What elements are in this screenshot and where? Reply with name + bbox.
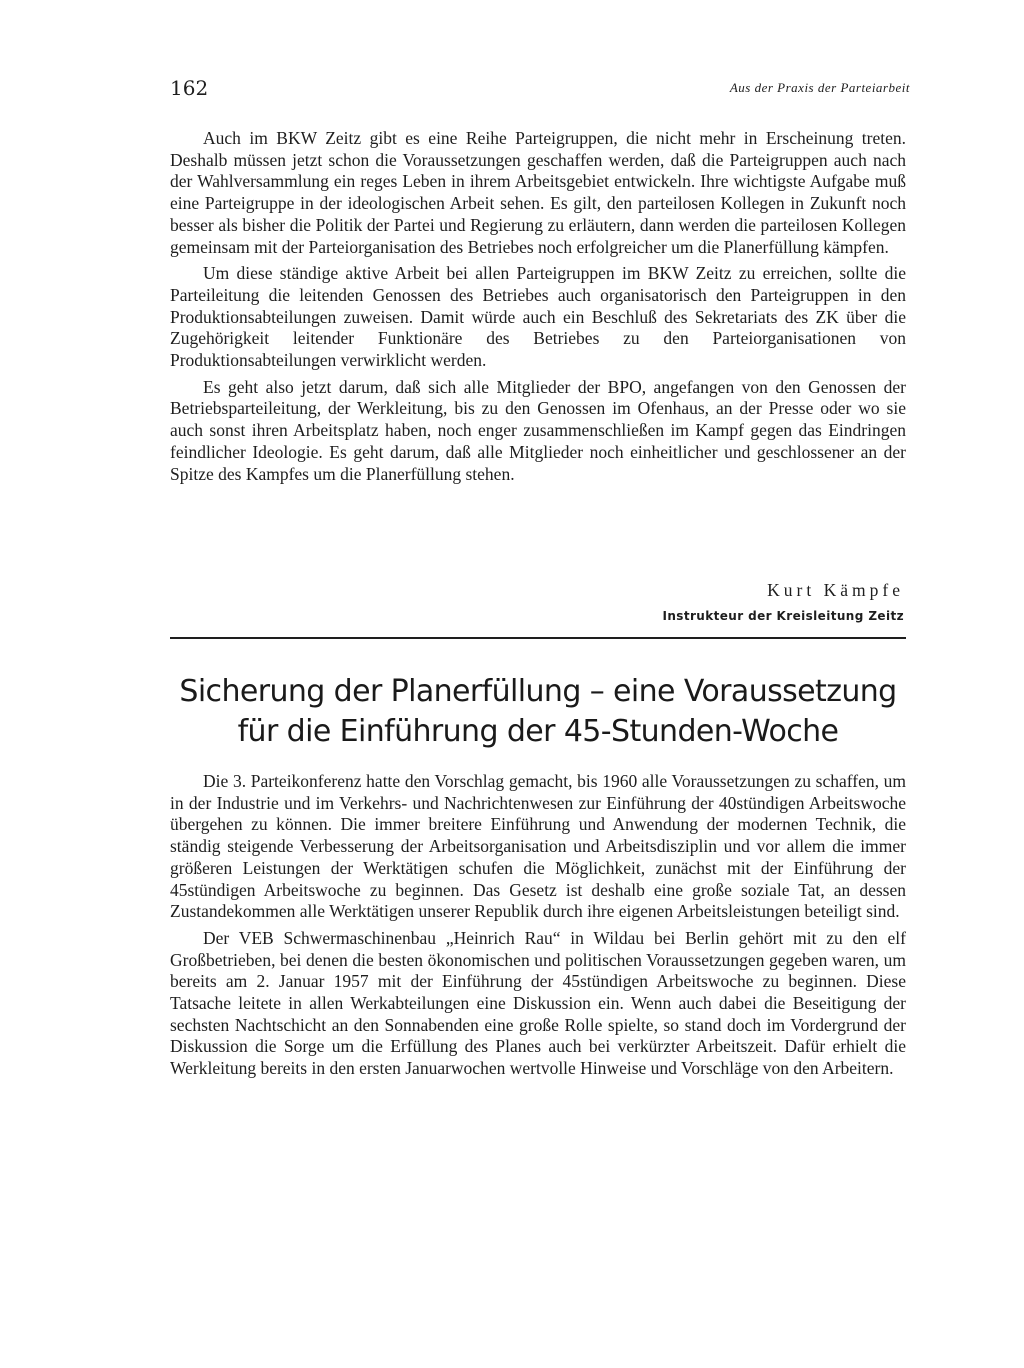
page-number: 162 (170, 76, 209, 100)
paragraph: Auch im BKW Zeitz gibt es eine Reihe Parteigruppen, die nicht mehr in Erscheinung treten. Deshalb müssen jetzt schon die Voraussetzungen geschaffen werden, daß die Parteigruppen auch nach der Wahlversammlung ein reges Leben in ihrem Arbeitsgebiet entwickeln. Ihre wichtigste Aufgabe muß eine Parteigruppe in der ideologischen Arbeit sehen. Es gilt, den parteilosen Kollegen in Zukunft noch besser als bisher die Politik der Partei und Regierung zu erläutern, dann werden die parteilosen Kollegen gemeinsam mit der Parteiorganisation des Betriebes noch erfolgreicher um die Planerfüllung kämpfen. (170, 128, 906, 257)
title-line-1: Sicherung der Planerfüllung – eine Voraussetzung (179, 674, 897, 709)
signature-block (662, 580, 904, 623)
section-divider (170, 637, 906, 639)
article-1-body (170, 128, 906, 485)
article-2-body (170, 771, 906, 1080)
title-line-2: für die Einführung der 45-Stunden-Woche (237, 714, 839, 749)
author-name: Kurt Kämpfe (767, 580, 904, 600)
author-role: Instrukteur der Kreisleitung Zeitz (662, 609, 904, 623)
running-head: Aus der Praxis der Parteiarbeit (729, 80, 910, 95)
paragraph: Die 3. Parteikonferenz hatte den Vorschlag gemacht, bis 1960 alle Voraussetzungen zu schaffen, um in der Industrie und im Verkehrs- und Nachrichtenwesen zur Einführung der 40stündigen Arbeitswoche übergehen zu können. Die immer breitere Einführung und Anwendung der modernen Technik, die ständig steigende Verbesserung der Arbeitsorganisation und Arbeitsdisziplin und vor allem die immer größeren Leistungen der Werktätigen schufen die Möglichkeit, zunächst mit der Einführung der 45stündigen Arbeitswoche zu beginnen. Das Gesetz ist deshalb eine große soziale Tat, an dessen Zustandekommen alle Werktätigen unserer Republik durch ihre eigenen Arbeitsleistungen beteiligt sind. (170, 771, 906, 922)
paragraph: Es geht also jetzt darum, daß sich alle Mitglieder der BPO, angefangen von den Genossen der Betriebsparteileitung, der Werkleitung, bis zu den Genossen im Ofenhaus, an der Presse oder wo sie auch sonst ihren Arbeitsplatz haben, noch enger zusammenschließen im Kampf gegen das Eindringen feindlicher Ideologie. Es geht darum, daß alle Mitglieder noch einheitlicher und geschlossener an der Spitze des Kampfes um die Planerfüllung stehen. (170, 376, 906, 484)
paragraph: Der VEB Schwermaschinenbau „Heinrich Rau“ in Wildau bei Berlin gehört mit zu den elf Großbetrieben, bei denen die besten ökonomischen und politischen Voraussetzungen gegeben waren, um bereits am 2. Januar 1957 mit der Einführung der 45stündigen Arbeitswoche zu beginnen. Diese Tatsache leitete in allen Werkabteilungen eine Diskussion ein. Wenn auch dabei die Beseitigung der sechsten Nachtschicht an den Sonnabenden eine große Rolle spielte, so stand doch im Vordergrund der Diskussion die Sorge um die Erfüllung des Planes auch bei verkürzter Arbeitszeit. Dafür erhielt die Werkleitung bereits in den ersten Januarwochen wertvolle Hinweise und Vorschläge von den Arbeitern. (170, 927, 906, 1079)
paragraph: Um diese ständige aktive Arbeit bei allen Parteigruppen im BKW Zeitz zu erreichen, sollte die Parteileitung die leitenden Genossen des Betriebes auch organisatorisch den Parteigruppen in den Produktionsabteilungen zuweisen. Damit würde auch ein Beschluß des Sekretariats des ZK über die Zugehörigkeit leitender Funktionäre des Betriebes zu den Parteiorganisationen von Produktionsabteilungen verwirklicht werden. (170, 263, 906, 371)
article-2-title (170, 672, 906, 752)
